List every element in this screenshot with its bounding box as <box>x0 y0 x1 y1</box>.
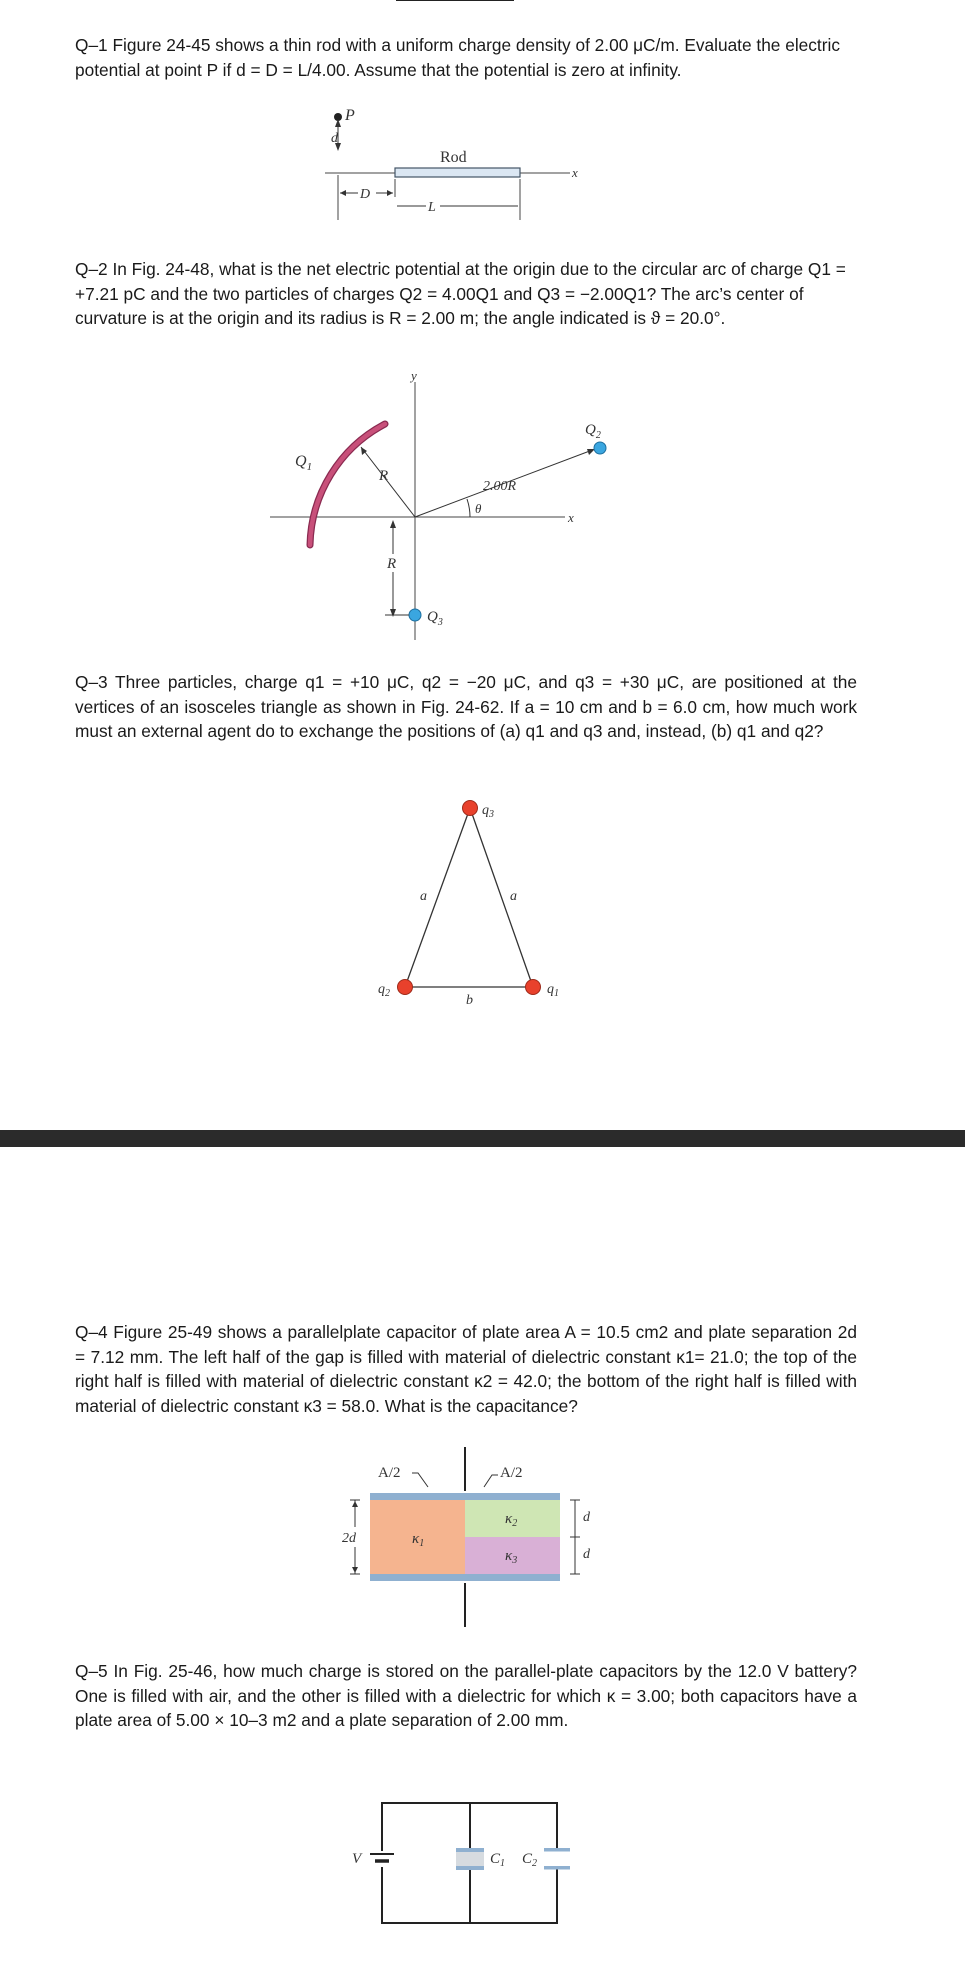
label-d-top: d <box>583 1510 590 1525</box>
label-a-right: A/2 <box>500 1465 523 1481</box>
label-q3: $Q_3$ <box>427 609 443 628</box>
label-k3: $\kappa_3$ <box>505 1548 518 1566</box>
label-r-arc: R <box>379 468 389 484</box>
label-d: d <box>331 131 338 146</box>
label-L: L <box>428 200 436 215</box>
label-k1: $\kappa_1$ <box>412 1531 425 1549</box>
charge-q2 <box>594 442 606 454</box>
figure-dielectric-capacitor <box>330 1447 630 1627</box>
label-q1: $q_1$ <box>547 982 559 999</box>
rod <box>395 168 520 177</box>
label-q1: $Q_1$ <box>295 453 313 473</box>
capacitor-c1-dielectric <box>456 1851 484 1867</box>
bottom-plate <box>370 1574 560 1581</box>
capacitor-c2-top-plate <box>544 1848 570 1852</box>
question-2-text: Q–2 In Fig. 24-48, what is the net electric potential at the origin due to the circular arc of charge Q1 = +7.21 pC and the two particles of charges Q2 = 4.00Q1 and Q3 = −2.00Q1? The arc’s center of curvature is at the origin and its radius is R = 2.00 m; the angle indicated is ϑ = 20.0°. <box>75 259 846 328</box>
label-rod: Rod <box>440 149 467 166</box>
page-top-rule <box>396 0 514 1</box>
label-r-q3: R <box>387 556 397 572</box>
label-q2: $Q_2$ <box>585 422 601 441</box>
label-2d: 2d <box>342 1531 356 1546</box>
label-k2: $\kappa_2$ <box>505 1511 518 1529</box>
label-q3: $q_3$ <box>482 803 494 820</box>
label-q2: $q_2$ <box>378 982 390 999</box>
label-x: x <box>572 165 578 180</box>
figure-charged-rod <box>300 105 590 225</box>
question-5-text: Q–5 In Fig. 25-46, how much charge is stored on the parallel-plate capacitors by the 12.0 V battery? One is filled with air, and the other is filled with a dielectric for which κ = 3.00; both capacitors have a plate area of 5.00 × 10–3 m2 and a plate separation of 2.00 mm. <box>75 1661 857 1730</box>
capacitor-c1-top-plate <box>456 1848 484 1852</box>
charge-q1 <box>526 980 541 995</box>
label-2r: 2.00R <box>483 479 517 494</box>
question-3-text: Q–3 Three particles, charge q1 = +10 μC, q2 = −20 μC, and q3 = +30 μC, are positioned at the vertices of an isosceles triangle as shown in Fig. 24-62. If a = 10 cm and b = 6.0 cm, how much work must an external agent do to exchange the positions of (a) q1 and q3 and, instead, (b) q1 and q2? <box>75 672 857 741</box>
top-plate <box>370 1493 560 1500</box>
label-D: D <box>360 187 371 202</box>
question-4-text: Q–4 Figure 25-49 shows a parallelplate capacitor of plate area A = 10.5 cm2 and plate separation 2d = 7.12 mm. The left half of the gap is filled with material of dielectric constant κ1= 21.0; the top of the right half is filled with material of dielectric constant κ2 = 42.0; the bottom of the right half is filled with material of dielectric constant κ3 = 58.0. What is the capacitance? <box>75 1322 857 1416</box>
label-c2: $C_2$ <box>522 1851 538 1869</box>
document-page-2 <box>0 1147 965 1965</box>
label-a-left: a <box>420 889 427 904</box>
label-theta: θ <box>475 501 482 516</box>
charge-q2 <box>398 980 413 995</box>
label-c1: $C_1$ <box>490 1851 506 1869</box>
figure-arc-and-charges <box>265 368 625 652</box>
label-p: P <box>345 107 355 124</box>
figure-capacitor-circuit <box>350 1797 590 1957</box>
charge-q3 <box>463 801 478 816</box>
label-a-left: A/2 <box>378 1465 401 1481</box>
figure-triangle-charges <box>360 790 580 1010</box>
label-v: V <box>352 1851 362 1867</box>
label-x: x <box>568 510 574 525</box>
capacitor-c2-bottom-plate <box>544 1866 570 1870</box>
page-divider <box>0 1130 965 1147</box>
capacitor-c1-bottom-plate <box>456 1866 484 1870</box>
label-a-right: a <box>510 889 517 904</box>
question-1-text: Q–1 Figure 24-45 shows a thin rod with a uniform charge density of 2.00 μC/m. Evaluate the electric potential at point P if d = D = L/4.00. Assume that the potential is zero at infinity. <box>75 35 840 80</box>
label-b: b <box>466 993 473 1008</box>
charged-arc <box>310 424 385 545</box>
label-y: y <box>411 368 417 383</box>
charge-q3 <box>409 609 421 621</box>
label-d-bottom: d <box>583 1547 590 1562</box>
